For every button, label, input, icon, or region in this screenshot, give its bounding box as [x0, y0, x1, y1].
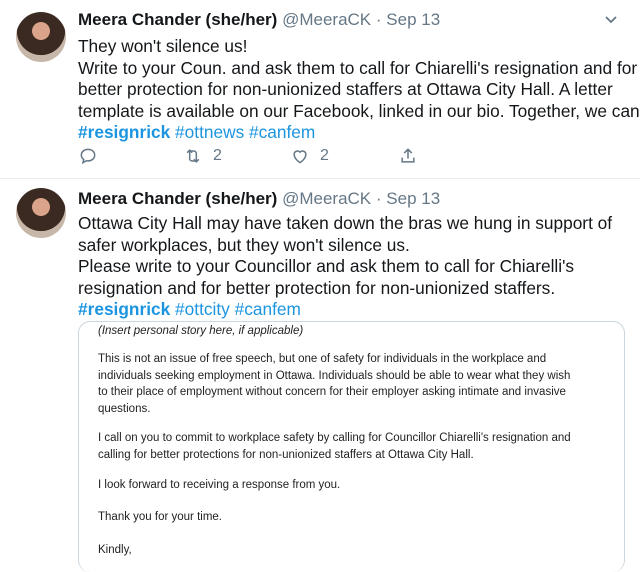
avatar[interactable]: [16, 12, 66, 62]
hashtag-link[interactable]: #ottnews: [175, 122, 245, 142]
share-button[interactable]: [398, 146, 418, 166]
tweet-line: Please write to your Councillor and ask them to call for Chiarelli's: [78, 256, 575, 276]
tweet-line: They won't silence us!: [78, 36, 248, 56]
tweet-line: safer workplaces, but they won't silence us.: [78, 234, 410, 255]
hashtag-link[interactable]: #canfem: [249, 122, 316, 142]
heart-icon: [290, 146, 310, 166]
letter-closing: Kindly,: [98, 544, 132, 556]
letter-paragraph: Thank you for your time.: [98, 511, 222, 523]
letter-paragraph: [98, 351, 608, 417]
tweet-header: [78, 189, 440, 209]
letter-line: individuals seeking employment in Ottawa. Individuals should be able to wear what they wish: [98, 369, 571, 382]
tweet-line: template is available on our Facebook, linked in our bio. Together, we can: [78, 100, 640, 121]
tweet-line: Ottawa City Hall may have taken down the bras we hung in support of: [78, 213, 613, 233]
avatar[interactable]: [16, 188, 66, 238]
retweet-count: 2: [213, 147, 222, 164]
author-handle[interactable]: @MeeraCK: [282, 189, 372, 208]
retweet-icon: [183, 146, 203, 166]
reply-button[interactable]: [78, 146, 98, 166]
separator: ·: [375, 189, 382, 208]
tweet-date[interactable]: Sep 13: [386, 189, 441, 208]
tweet-actions: [78, 146, 438, 168]
tweet[interactable]: [0, 179, 640, 564]
like-button[interactable]: [290, 146, 329, 166]
letter-line: This is not an issue of free speech, but one of safety for individuals in the workplace and: [98, 353, 547, 365]
letter-line: calling for better protections for non-unionized staffers at Ottawa City Hall.: [98, 448, 474, 461]
tweet-line: better protection for non-unionized staffers at Ottawa City Hall. A letter: [78, 79, 613, 99]
tweet-header: [78, 10, 440, 30]
tweet-line: resignation and for better protection for non-unionized staffers.: [78, 277, 556, 298]
separator: ·: [375, 10, 382, 29]
hashtag-link[interactable]: #canfem: [234, 299, 301, 319]
share-icon: [398, 146, 418, 166]
tweet-text: [78, 213, 626, 321]
letter-paragraph: I look forward to receiving a response from you.: [98, 479, 341, 491]
letter-line: I call on you to commit to workplace safety by calling for Councillor Chiarelli's resignation and: [98, 432, 571, 444]
hashtag-link[interactable]: #ottcity: [175, 299, 230, 319]
tweet-text: [78, 36, 640, 144]
reply-icon: [78, 146, 98, 166]
tweet-date[interactable]: Sep 13: [386, 10, 441, 29]
retweet-button[interactable]: [183, 146, 222, 166]
chevron-down-icon[interactable]: [604, 12, 618, 28]
letter-line: questions.: [98, 402, 151, 415]
author-name[interactable]: Meera Chander (she/her): [78, 189, 278, 208]
tweet[interactable]: [0, 0, 640, 179]
author-handle[interactable]: @MeeraCK: [282, 10, 372, 29]
letter-paragraph: [98, 430, 608, 463]
letter-header: (Insert personal story here, if applicable): [98, 325, 304, 337]
letter-line: to their place of employment without concern for their employer asking intimate and invasive: [98, 386, 566, 398]
hashtag-link[interactable]: #resignrick: [78, 122, 171, 142]
letter-image[interactable]: [78, 321, 625, 572]
like-count: 2: [320, 147, 329, 164]
tweet-line: Write to your Coun. and ask them to call for Chiarelli's resignation and for: [78, 57, 638, 78]
author-name[interactable]: Meera Chander (she/her): [78, 10, 278, 29]
hashtag-link[interactable]: #resignrick: [78, 299, 171, 319]
